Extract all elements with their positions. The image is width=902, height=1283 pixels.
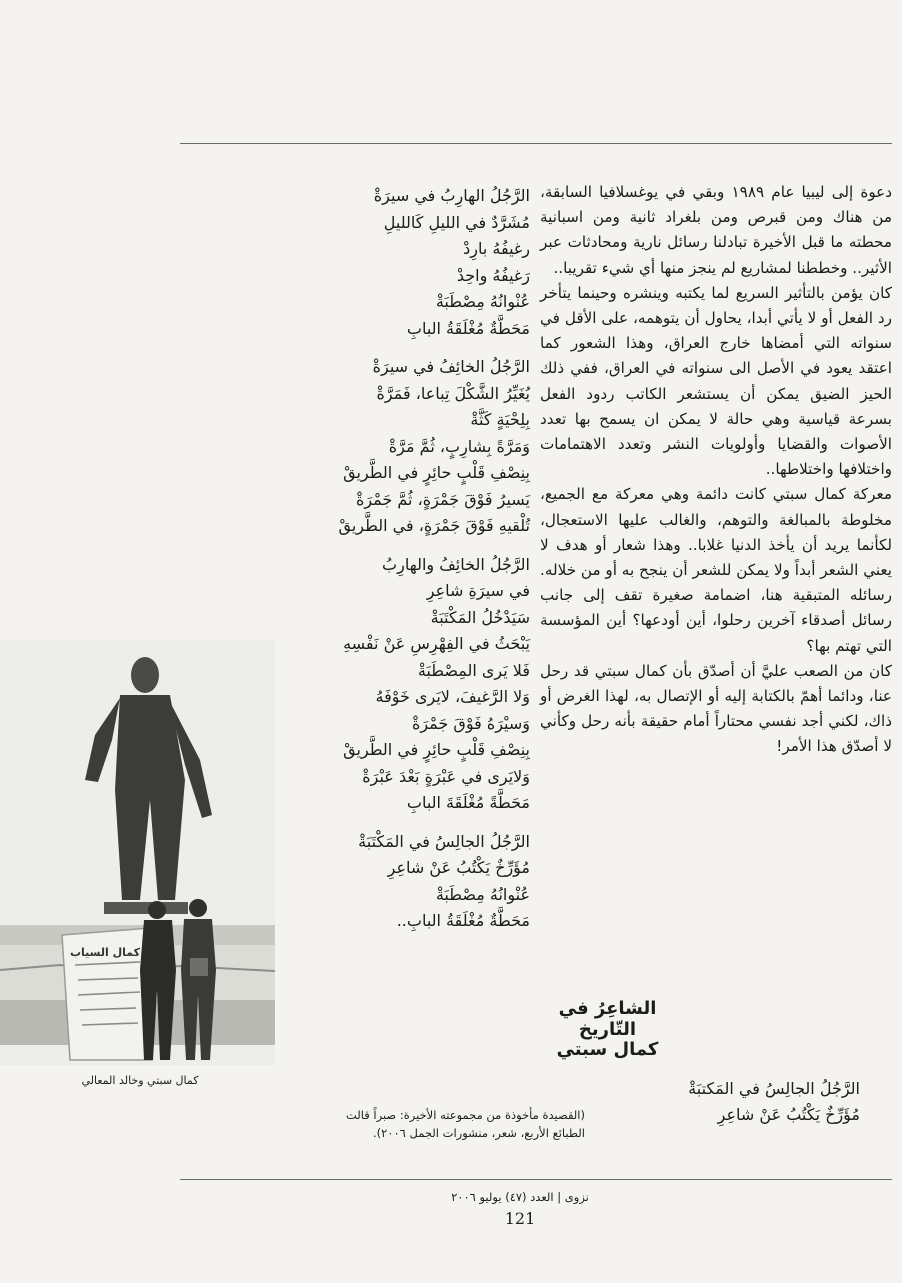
verse-line: فَلا يَرى المِصْطَبَةْ — [417, 660, 530, 680]
verse-line: عُنْوانُهُ مِصْطَبَةْ — [435, 292, 530, 311]
source-note: (القصيدة مأخوذة من مجموعته الأخيرة: صبراً قالت الطبائع الأربع، شعر، منشورات الجمل ٢٠٠٦). — [345, 1108, 585, 1140]
verse-line: وَلايَرى في عَبْرَةٍ بَعْدَ عَبْرَةْ — [362, 766, 530, 786]
verse-line: يَبْحَثُ في الفِهْرِسِ عَنْ نَفْسِهِ — [343, 634, 530, 653]
verse-line: الرَّجُلُ الهارِبُ في سيرَةْ — [373, 186, 530, 205]
poem-title: الشاعِرُ في التّاريخ — [558, 998, 657, 1040]
verse-line: وَلا الرَّغيفَ، لايَرى خَوْفَهُ — [375, 687, 530, 706]
statue-photo — [0, 640, 275, 1065]
verse-line: وَسيْرَهُ فَوْقَ جَمْرَةْ — [411, 713, 530, 733]
top-rule — [180, 143, 892, 144]
poem-stanza — [260, 183, 530, 342]
poem-author: كمال سبتي — [556, 1039, 659, 1060]
poem-stanza — [260, 354, 530, 540]
poem-stanza — [260, 829, 530, 935]
verse-line: وَمَرَّةً بِشارِبٍ، ثُمَّ مَرَّةْ — [388, 436, 530, 456]
verse-line: رغيفُهُ بارِدْ — [463, 239, 530, 258]
verse-line: بِنِصْفِ قَلْبٍ حائِرٍ في الطَّريقْ — [343, 740, 530, 759]
verse-line: يُغَيِّرُ الشَّكْلَ تِباعا، فَمَرَّةْ — [376, 383, 530, 403]
verse-line: مَحَطَّةٌ مُغْلَقَةُ البابِ.. — [396, 911, 530, 930]
paragraph: دعوة إلى ليبيا عام ١٩٨٩ وبقي في يوغسلافيا السابقة، من هناك ومن قبرص ومن بلغراد ثانية ومن اسبانية محطته ما قبل الأخيرة تبادلنا رسائل نارية ومحادثات عبر الأثير.. وخططنا لمشاريع لم ينجز منها أي شيء تقريبا.. — [540, 183, 892, 277]
poem-opening — [560, 1076, 860, 1128]
verse-line: الرَّجُلُ الخائِفُ في سيرَةْ — [372, 357, 530, 376]
verse-line: رَغيفُهُ واحِدْ — [456, 265, 530, 285]
verse-line: مَحَطَّةً مُغْلَقَةَ البابِ — [406, 793, 530, 812]
verse-line: مُؤَرِّخٌ يَكْتُبُ عَنْ شاعِرِ — [387, 858, 530, 877]
verse-line: عُنْوانُهُ مِصْطَبَةْ — [435, 884, 530, 904]
verse-line: الرَّجُلُ الجالِسُ في المَكْتَبَةْ — [358, 831, 530, 851]
verse-line: مُؤَرِّخٌ يَكْتُبُ عَنْ شاعِرِ — [717, 1105, 860, 1124]
plaque-text: كمال السياب — [69, 946, 141, 959]
paragraph: رسائله المتبقية هنا، اضمامة صغيرة تقف إلى جانب رسائل أصدقاء آخرين رحلوا، أين أودعها؟ أين المؤسسة التي تهتم بها؟ — [540, 586, 892, 655]
verse-line: بِنِصْفِ قَلْبٍ حائِرٍ في الطَّريقْ — [343, 463, 530, 482]
statue-photo-illustration — [0, 640, 275, 1065]
journal-footer: نزوى | العدد (٤٧) يوليو ٢٠٠٦ — [451, 1190, 589, 1204]
article-column — [540, 180, 892, 760]
page-number: 121 — [504, 1209, 536, 1228]
photo-caption: كمال سبتي وخالد المعالي — [81, 1074, 199, 1087]
verse-line: يَسيرُ فَوْقَ جَمْرَةٍ، ثُمَّ جَمْرَةْ — [355, 489, 530, 509]
paragraph: معركة كمال سبتي كانت دائمة وهي معركة مع الجميع، مخلوطة بالمبالغة والتوهم، والغالب عليها الاستعجال، لكأنما يريد أن يأخذ الدنيا غلابا.. وهذا شعار أو هدف لا يعني الشعر أبداً ولا يمكن للشعر أن ينجح به أو من خلاله. — [540, 485, 892, 580]
poem-stanza — [260, 552, 530, 817]
bottom-rule — [180, 1179, 892, 1180]
verse-line: مُشَرَّدٌ في الليلِ كَالليلِ — [383, 212, 530, 232]
verse-line: الرَّجُلُ الجالِسُ في المَكتبَةْ — [688, 1079, 860, 1098]
verse-line: الرَّجُلُ الخائِفُ والهارِبُ — [382, 554, 530, 574]
verse-line: سَيَدْخُلُ المَكْتَبَةْ — [430, 607, 530, 627]
verse-line: بِلِحْيَةٍ كَثَّةْ — [470, 410, 530, 429]
verse-line: في سيرَةِ شاعِرِ — [426, 581, 530, 600]
poem-column — [260, 183, 530, 947]
verse-line: مَحَطَّةٌ مُغْلَقَةُ البابِ — [406, 318, 530, 338]
paragraph: كان من الصعب عليَّ أن أصدّق بأن كمال سبتي قد رحل عنا، ودائما أهمّ بالكتابة إليه أو الإتصال به، لهذا الغرض أو ذاك، لكني أجد نفسي محتاراً أمام حقيقة بأنه رحل وكأني لا أصدّق هذا الأمر! — [540, 661, 892, 756]
paragraph: كان يؤمن بالتأثير السريع لما يكتبه وينشره وحينما يتأخر رد الفعل أو لا يأتي أبدا، يحاول أن يتوهمه، على الأقل في سنواته التي أمضاها خارج العراق، وهذا الشعور كما اعتقد يعود في الأصل الى سنواته في العراق، ففي ذلك الحيز الضيق يمكن أن يستشعر الكاتب ردود الفعل بسرعة قياسية وهي حالة لا يمكن ان يسمح بها تعدد الأصوات والقضايا وأولويات النشر وتعدد الاهتمامات واختلافها واختلاطها.. — [540, 283, 892, 479]
verse-line: تُلْقيهِ فَوْقَ جَمْرَةٍ، في الطَّريقْ — [338, 516, 530, 535]
